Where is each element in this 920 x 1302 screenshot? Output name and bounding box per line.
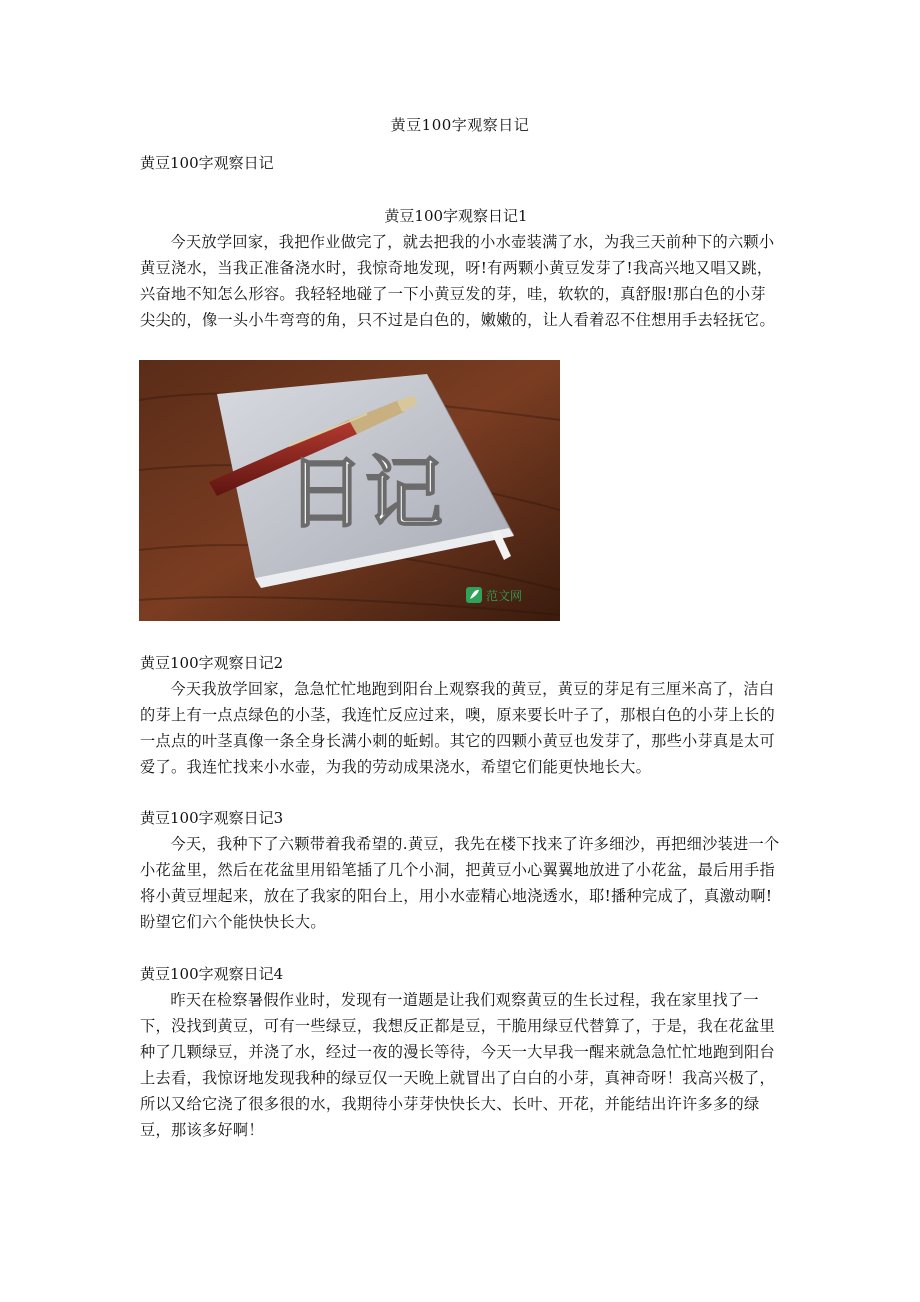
document-title: 黄豆100字观察日记 bbox=[390, 116, 530, 134]
document-subtitle: 黄豆100字观察日记 bbox=[140, 154, 274, 172]
entry-3 bbox=[140, 805, 780, 935]
entry-body: 今天放学回家，我把作业做完了，就去把我的小水壶装满了水，为我三天前种下的六颗小黄豆浇水，当我正准备浇水时，我惊奇地发现，呀!有两颗小黄豆发芽了!我高兴地又唱又跳，兴奋地不知怎么形容。我轻轻地碰了一下小黄豆发的芽，哇，软软的，真舒服!那白色的小芽尖尖的，像一头小牛弯弯的角，只不过是白色的，嫩嫩的，让人看着忍不住想用手去轻抚它。 bbox=[140, 233, 775, 329]
entry-body: 今天，我种下了六颗带着我希望的.黄豆，我先在楼下找来了许多细沙，再把细沙装进一个小花盆里，然后在花盆里用铅笔插了几个小洞，把黄豆小心翼翼地放进了小花盆，最后用手指将小黄豆埋起来，放在了我家的阳台上，用小水壶精心地浇透水，耶!播种完成了，真激动啊!盼望它们六个能快快长大。 bbox=[140, 835, 780, 931]
entry-title: 黄豆100字观察日记2 bbox=[140, 654, 284, 672]
diary-notebook-image bbox=[139, 360, 560, 621]
entry-title: 黄豆100字观察日记3 bbox=[140, 809, 284, 827]
entry-title: 黄豆100字观察日记1 bbox=[384, 207, 528, 225]
entry-body: 昨天在检察暑假作业时，发现有一道题是让我们观察黄豆的生长过程，我在家里找了一下，没找到黄豆，可有一些绿豆，我想反正都是豆，干脆用绿豆代替算了，于是，我在花盆里种了几颗绿豆，并浇了水，经过一夜的漫长等待，今天一大早我一醒来就急急忙忙地跑到阳台上去看，我惊讶地发现我种的绿豆仅一天晚上就冒出了白白的小芽，真神奇呀！我高兴极了，所以又给它浇了很多很的水，我期待小芽芽快快长大、长叶、开花，并能结出许许多多的绿豆，那该多好啊！ bbox=[140, 991, 775, 1139]
entry-4 bbox=[140, 961, 780, 1143]
entry-1 bbox=[140, 203, 780, 333]
notebook-illustration bbox=[139, 360, 560, 621]
entry-2 bbox=[140, 650, 780, 780]
entry-body: 今天我放学回家，急急忙忙地跑到阳台上观察我的黄豆，黄豆的芽足有三厘米高了，洁白的芽上有一点点绿色的小茎，我连忙反应过来，噢，原来要长叶子了，那根白色的小芽上长的一点点的叶茎真像一条全身长满小刺的蚯蚓。其它的四颗小黄豆也发芽了，那些小芽真是太可爱了。我连忙找来小水壶，为我的劳动成果浇水，希望它们能更快地长大。 bbox=[140, 680, 775, 776]
watermark-text: 范文网 bbox=[486, 589, 523, 603]
entry-title: 黄豆100字观察日记4 bbox=[140, 965, 284, 983]
overlay-text: 日记 bbox=[287, 449, 444, 539]
